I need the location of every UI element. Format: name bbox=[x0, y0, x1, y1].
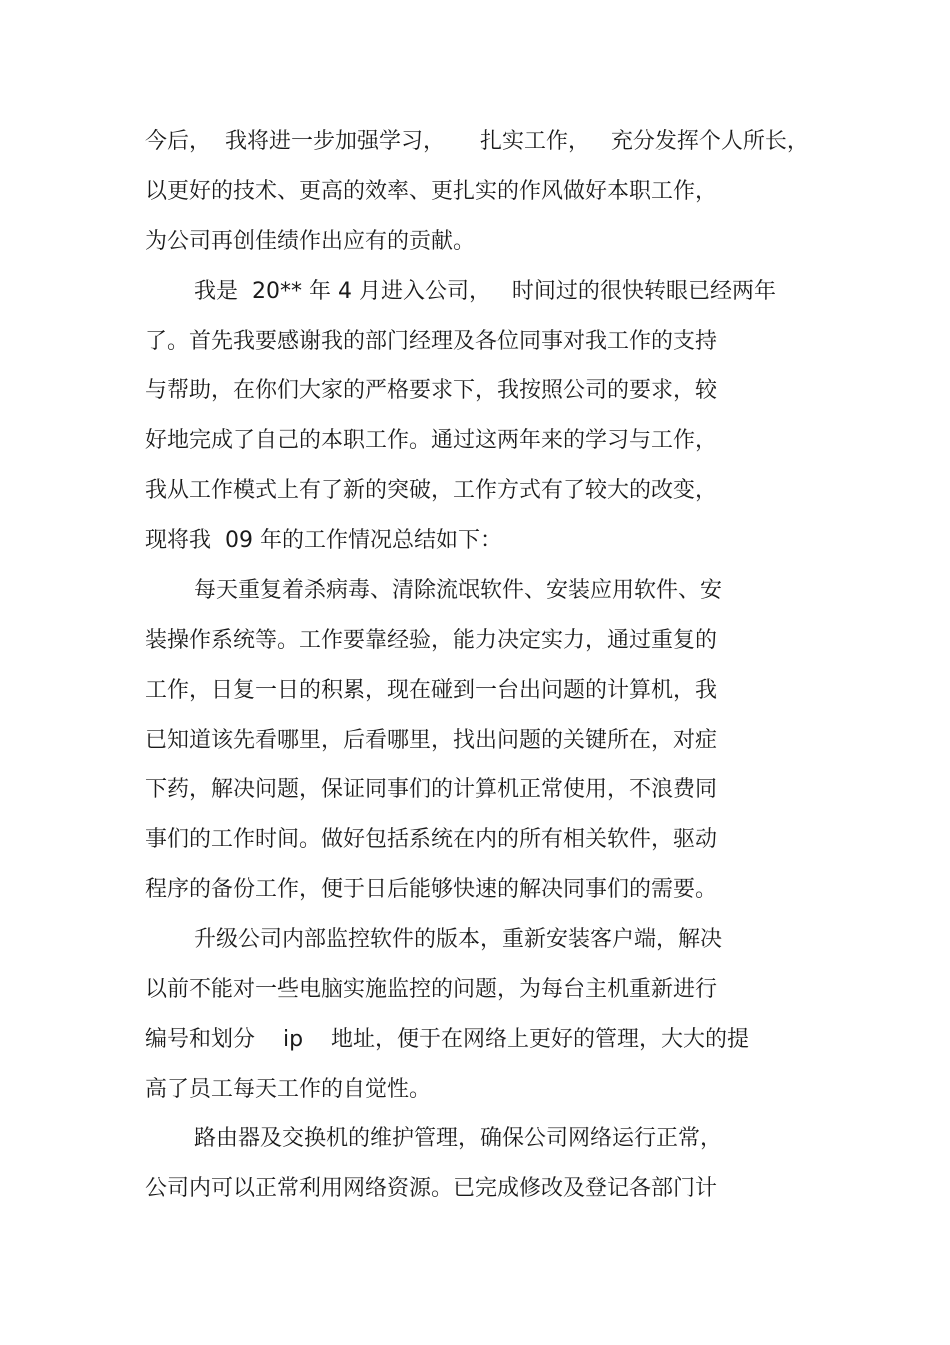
text-line: 已知道该先看哪里，后看哪里，找出问题的关键所在，对症 bbox=[145, 728, 718, 753]
text-line: 程序的备份工作，便于日后能够快速的解决同事们的需要。 bbox=[145, 877, 718, 902]
text-line: 下药，解决问题，保证同事们的计算机正常使用，不浪费同 bbox=[145, 777, 718, 802]
text-line: 公司内可以正常利用网络资源。已完成修改及登记各部门计 bbox=[145, 1176, 718, 1201]
paragraph-first-line: 我是 20** 年 4 月进入公司， 时间过的很快转眼已经两年 bbox=[194, 279, 776, 304]
text-line: 现将我 09 年的工作情况总结如下： bbox=[145, 528, 502, 553]
text-line: 了。首先我要感谢我的部门经理及各位同事对我工作的支持 bbox=[145, 329, 718, 354]
text-line: 工作，日复一日的积累，现在碰到一台出问题的计算机，我 bbox=[145, 678, 718, 703]
text-line: 与帮助，在你们大家的严格要求下，我按照公司的要求，较 bbox=[145, 378, 718, 403]
text-line: 装操作系统等。工作要靠经验，能力决定实力，通过重复的 bbox=[145, 628, 718, 653]
text-line: 事们的工作时间。做好包括系统在内的所有相关软件，驱动 bbox=[145, 827, 718, 852]
text-line: 以更好的技术、更高的效率、更扎实的作风做好本职工作， bbox=[145, 179, 718, 204]
text-line: 我从工作模式上有了新的突破，工作方式有了较大的改变， bbox=[145, 478, 718, 503]
paragraph-first-line: 升级公司内部监控软件的版本，重新安装客户端，解决 bbox=[194, 927, 723, 952]
text-line: 为公司再创佳绩作出应有的贡献。 bbox=[145, 229, 476, 254]
text-line: 好地完成了自己的本职工作。通过这两年来的学习与工作， bbox=[145, 428, 718, 453]
text-line: 以前不能对一些电脑实施监控的问题，为每台主机重新进行 bbox=[145, 977, 718, 1002]
text-line: 编号和划分 ip 地址，便于在网络上更好的管理，大大的提 bbox=[145, 1027, 750, 1052]
text-line: 高了员工每天工作的自觉性。 bbox=[145, 1077, 432, 1102]
paragraph-first-line: 每天重复着杀病毒、清除流氓软件、安装应用软件、安 bbox=[194, 578, 723, 603]
paragraph-first-line: 路由器及交换机的维护管理，确保公司网络运行正常， bbox=[194, 1126, 723, 1151]
text-line: 今后， 我将进一步加强学习， 扎实工作， 充分发挥个人所长， bbox=[145, 129, 809, 154]
